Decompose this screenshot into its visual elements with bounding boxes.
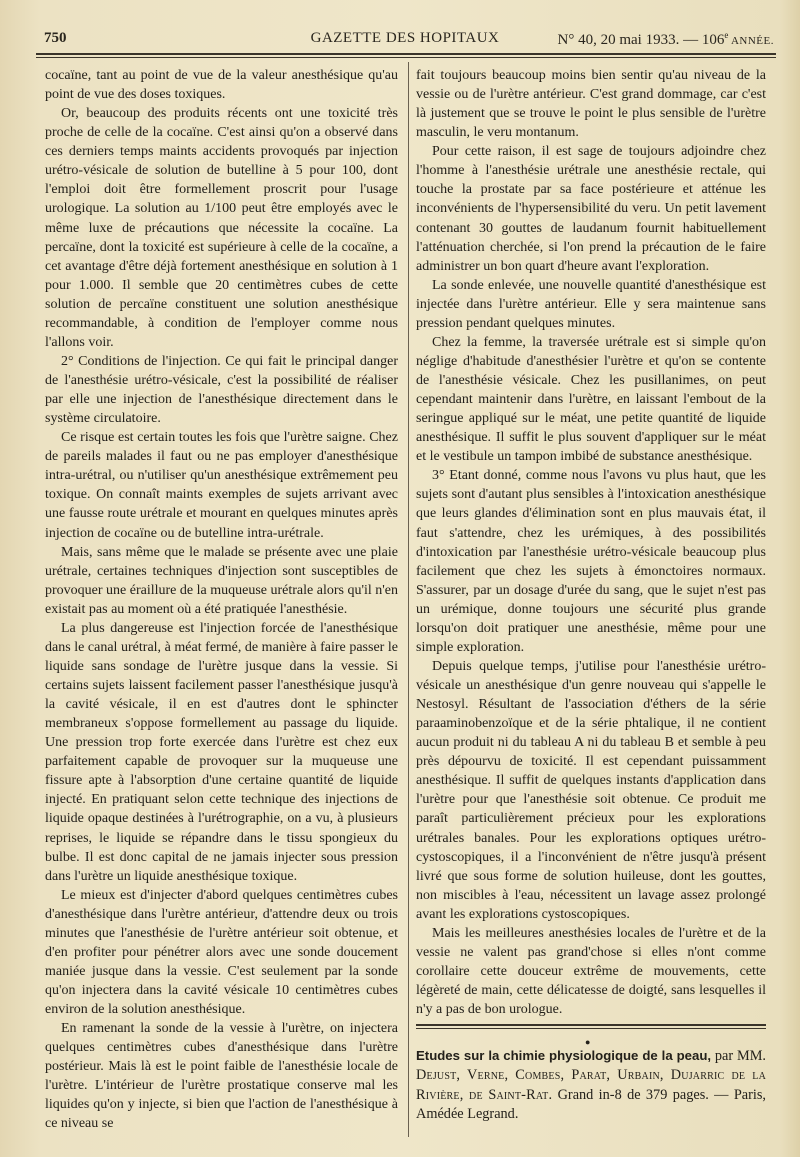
issue-info (558, 30, 775, 49)
article-end-rule-thin (416, 1028, 766, 1029)
paragraph: En ramenant la sonde de la vessie à l'urètre, on injectera quelques centimètres cubes d'anesthésique dans l'urètre postérieur. Mais là est le point faible de l'anesthésie locale de l'urètre. L'intérieur de l'urètre prostatique conserve mal les liquides qu'on y injecte, si bien que l'action de l'anesthésique à ce niveau se (45, 1021, 398, 1132)
header-rule-thin (36, 57, 776, 58)
paragraph: La plus dangereuse est l'injection forcée de l'anesthésique dans le canal urétral, à méat fermé, de manière à faire passer le liquide sans sondage de l'urètre jusque dans la vessie. Si certains sujets laissent facilement passer l'anesthésique jusqu'à la cavité vésicale, il en est d'autres dont le sphincter membraneux s'oppose formellement au passage du liquide. Une pression trop forte exercée dans l'urètre est chez eux parfaitement capable de provoquer sur la muqueuse une fissure apte à l'absorption d'une certaine quantité de liquide injecté. En pratiquant selon cette technique des injections de liquide opaque destinées à l'urétrographie, on a vu, à plusieurs reprises, le liquide se répandre dans le tissu spongieux du bulbe. Il est donc capital de ne jamais injecter sous pression dans l'urètre un liquide anesthésique toxique. (45, 620, 398, 884)
book-by: par MM. (711, 1048, 766, 1064)
book-authors: Dejust, Verne, Combes, Parat, Urbain, Dujarric de la Rivière, de Saint-Rat. (416, 1067, 766, 1103)
journal-title: GAZETTE DES HOPITAUX (310, 30, 500, 46)
paragraph: Or, beaucoup des produits récents ont une toxicité très proche de celle de la cocaïne. C'est ainsi qu'on a observé dans ces derniers temps maints accidents provoqués par injection urétro-vésicale de solution de butelline à 5 pour 100, dont l'emploi doit être formellement proscrit pour l'usage urologique. La solution au 1/100 peut être employés avec le même luxe de précautions que nécessite la cocaïne. La percaïne, dont la toxicité est supérieure à celle de la cocaïne, a cet avantage d'être déjà fortement anesthésique en solution à 1 pour 1.000. Il semble que 20 centimètres cubes de cette solution de percaïne constituent une solution anesthésique recommandable, à condition de l'employer comme nous l'allons voir. (45, 106, 398, 350)
paragraph: Le mieux est d'injecter d'abord quelques centimètres cubes d'anesthésique dans l'urètre antérieur, d'attendre deux ou trois minutes que l'anesthésie de l'urètre antérieur soit obtenue, et d'en profiter pour pénétrer alors avec une sonde doucement maniée jusque dans la vessie. C'est seulement par la sonde qu'on injectera dans la cavité vésicale 10 centimètres cubes environ de la solution anesthésique. (45, 887, 398, 1018)
right-column (416, 66, 766, 1019)
ornament-dot: ● (585, 1037, 591, 1047)
paragraph: Ce risque est certain toutes les fois que l'urètre saigne. Chez de pareils malades il faut ou ne pas employer d'anesthésique intra-urétral, ou n'utiliser qu'un anesthésique extrêmement peu toxique. On connaît maints exemples de sujets arrivant avec une fausse route urétrale et mourant en quelques minutes après injection de cocaïne ou de butelline intra-urétrale. (45, 430, 398, 541)
issue-annee: ANNÉE. (728, 35, 774, 47)
column-divider (408, 62, 409, 1137)
issue-ordinal: e (724, 30, 729, 40)
running-header (36, 30, 774, 52)
header-rule-thick (36, 53, 776, 55)
paragraph: Depuis quelque temps, j'utilise pour l'anesthésie urétro-vésicale un anesthésique d'un genre nouveau qui s'appelle le Nestosyl. Résultant de l'association d'éthers de la série paraaminobenzoïque et de la série phtalique, il ne contient aucun produit ni du tableau A ni du tableau B et semble à peu près dépourvu de toxicité. Il est cependant puissamment anesthésique. Il suffit de quelques instants d'application dans l'urètre pour que l'anesthésie soit obtenue. Ce produit me paraît particulièrement précieux pour les explorations urétrales banales. Pour les explorations optiques urétro-cystoscopiques, il a l'inconvénient de n'être jusqu'à présent livré que sous forme de solution huileuse, dont les gouttes, non miscibles à l'eau, nécessitent un lavage assez prolongé avant les explorations cystoscopiques. (416, 658, 766, 922)
book-details: Grand in-8 de 379 pages. — Paris, Amédée Legrand. (416, 1086, 767, 1123)
paragraph: Mais les meilleures anesthésies locales de l'urètre et de la vessie ne valent pas grand'chose si elles n'ont comme corollaire cette douceur extrême de mouvements, cette légèreté de main, cette délicatesse de doigté, sans lesquelles il n'y a pas de bon urologue. (416, 925, 766, 1018)
paragraph: 3° Etant donné, comme nous l'avons vu plus haut, que les sujets sont d'autant plus sensibles à l'intoxication anesthésique que leurs glandes d'élimination sont en plus mauvais état, il faut s'attendre, chez les urémiques, à des possibilités d'intoxication par l'anesthésie urétro-vésicale beaucoup plus facilement que chez les sujets à émonctoires normaux. S'assurer, par un dosage d'urée du sang, que le sujet n'est pas un urémique, donne toujours une sécurité plus grande lorsqu'on doit pratiquer une anesthésie, même pour une simple exploration. (416, 468, 766, 655)
article-end-rule-thick (416, 1024, 766, 1026)
bibliography-note (416, 1046, 766, 1125)
paragraph: Mais, sans même que le malade se présente avec une plaie urétrale, certaines techniques d'injection sont susceptibles de provoquer une éraillure de la muqueuse urétrale alors qu'il n'en existait pas au moment où a été pratiquée l'anesthésie. (45, 544, 398, 617)
paragraph: Pour cette raison, il est sage de toujours adjoindre chez l'homme à l'anesthésie urétrale une anesthésie rectale, qui touche la prostate par sa face postérieure et atténue les inconvénients de l'hypersensibilité du veru. Un petit lavement contenant 30 gouttes de laudanum fournit habituellement l'atténuation cherchée, si l'on prend la précaution de le faire administrer un bon quart d'heure avant l'exploration. (416, 144, 766, 274)
paragraph: La sonde enlevée, une nouvelle quantité d'anesthésique est injectée dans l'urètre antérieur. Elle y sera maintenue sans pression pendant quelques minutes. (416, 277, 766, 331)
left-column (45, 66, 398, 1134)
paragraph: cocaïne, tant au point de vue de la valeur anesthésique qu'au point de vue des doses toxiques. (45, 68, 398, 103)
book-title: Etudes sur la chimie physiologique de la peau, (416, 1048, 712, 1063)
page-number: 750 (44, 30, 67, 46)
paragraph: fait toujours beaucoup moins bien sentir qu'au niveau de la vessie ou de l'urètre antérieur. C'est grand dommage, car c'est là justement que se trouve le point le plus sensible de l'urètre masculin, le veru montanum. (416, 68, 766, 141)
paragraph: 2° Conditions de l'injection. Ce qui fait le principal danger de l'anesthésie urétro-vésicale, c'est la possibilité de réaliser par elle une injection de l'anesthésique directement dans le système circulatoire. (45, 353, 398, 427)
issue-text: N° 40, 20 mai 1933. — 106 (557, 32, 725, 48)
paragraph: Chez la femme, la traversée urétrale est si simple qu'on néglige d'habitude d'anesthésier l'urètre et qu'on se contente de l'anesthésie vésicale. Chez les pusillanimes, on peut cependant maintenir dans l'urètre, en laissant l'embout de la seringue appliqué sur le méat, une petite quantité de liquide anesthésique. Il suffit le plus souvent d'appliquer sur le méat et le vestibule un tampon imbibé de substance anesthésique. (416, 334, 766, 465)
